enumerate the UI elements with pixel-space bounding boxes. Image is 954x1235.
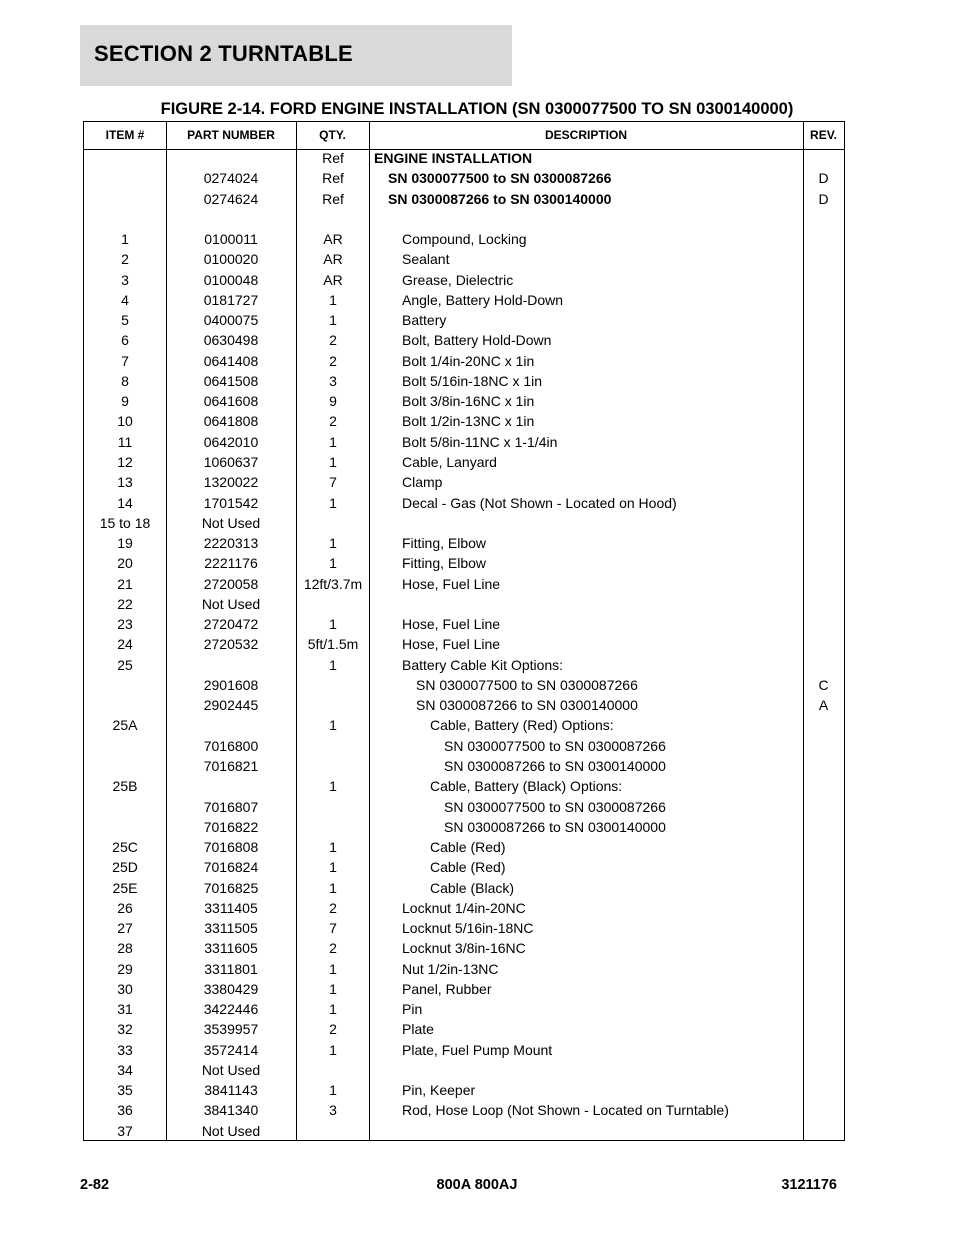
table-row <box>84 837 844 857</box>
description-cell: Locknut 1/4in-20NC <box>402 899 526 916</box>
description-cell: ENGINE INSTALLATION <box>374 150 533 166</box>
qty-cell: 1 <box>329 453 337 470</box>
description-cell: Hose, Fuel Line <box>402 575 501 592</box>
table-row <box>84 918 844 938</box>
table-row <box>84 594 844 614</box>
table-row <box>84 756 844 776</box>
parts-table <box>83 121 845 1141</box>
part-number-cell: 3311801 <box>204 960 258 977</box>
part-number-cell: Not Used <box>201 514 261 531</box>
item-cell: 4 <box>121 291 129 308</box>
description-cell: Hose, Fuel Line <box>402 636 501 653</box>
table-row <box>84 715 844 735</box>
description-cell: Bolt 5/16in-18NC x 1in <box>402 372 543 389</box>
item-cell: 25D <box>112 859 138 876</box>
part-number-cell: 3380429 <box>203 980 259 997</box>
part-number-cell: 3422446 <box>203 1001 259 1018</box>
qty-cell: Ref <box>322 190 344 207</box>
item-cell: 2 <box>121 251 129 268</box>
qty-cell: 1 <box>329 555 337 572</box>
description-cell: Decal - Gas (Not Shown - Located on Hood) <box>402 494 677 511</box>
part-number-cell: 7016824 <box>203 859 259 876</box>
description-cell: Compound, Locking <box>402 231 527 248</box>
table-row <box>84 330 844 350</box>
item-cell: 8 <box>121 372 129 389</box>
qty-cell: 1 <box>329 859 337 876</box>
part-number-cell: 3311605 <box>204 940 258 957</box>
section-header-band <box>80 25 512 86</box>
item-cell: 25C <box>112 839 138 856</box>
table-row <box>84 189 844 209</box>
table-row <box>84 351 844 371</box>
description-cell: SN 0300087266 to SN 0300140000 <box>444 818 666 835</box>
table-row <box>84 290 844 310</box>
item-cell: 23 <box>117 616 133 633</box>
description-cell: Hose, Fuel Line <box>402 616 501 633</box>
item-cell: 35 <box>117 1082 133 1099</box>
qty-cell: 2 <box>329 352 337 369</box>
header-part-number: PART NUMBER <box>187 128 275 142</box>
part-number-cell: 2720472 <box>203 616 259 633</box>
table-row <box>84 817 844 837</box>
item-cell: 1 <box>121 231 129 248</box>
part-number-cell: 2220313 <box>203 535 259 552</box>
footer-page-number: 2-82 <box>80 1177 110 1193</box>
description-cell: Cable (Red) <box>430 859 506 876</box>
qty-cell: 3 <box>329 1102 337 1119</box>
qty-cell: 2 <box>329 899 337 916</box>
description-cell: Fitting, Elbow <box>402 535 487 552</box>
table-row <box>84 493 844 513</box>
table-row <box>84 452 844 472</box>
table-row <box>84 1121 844 1141</box>
qty-cell: 12ft/3.7m <box>303 575 363 592</box>
qty-cell: 1 <box>329 616 337 633</box>
part-number-cell: 7016808 <box>203 839 259 856</box>
part-number-cell: 7016825 <box>203 879 259 896</box>
item-cell: 27 <box>117 920 133 937</box>
description-cell: SN 0300077500 to SN 0300087266 <box>416 676 638 693</box>
item-cell: 10 <box>117 413 133 430</box>
table-row <box>84 878 844 898</box>
rev-cell: C <box>818 676 829 693</box>
description-cell: Bolt 1/2in-13NC x 1in <box>402 413 535 430</box>
part-number-cell: 7016822 <box>203 818 259 835</box>
part-number-cell: 0641508 <box>203 372 259 389</box>
table-row <box>84 776 844 796</box>
item-cell: 25B <box>112 778 138 795</box>
description-cell: Bolt 5/8in-11NC x 1-1/4in <box>402 433 558 450</box>
description-cell: SN 0300087266 to SN 0300140000 <box>416 697 638 714</box>
description-cell: Bolt 3/8in-16NC x 1in <box>402 393 535 410</box>
description-cell: Battery <box>402 312 447 329</box>
qty-cell: 1 <box>329 839 337 856</box>
item-cell: 29 <box>117 960 133 977</box>
part-number-cell: 7016821 <box>203 757 259 774</box>
qty-cell: 1 <box>329 291 337 308</box>
part-number-cell: 0641608 <box>203 393 259 410</box>
description-cell: Nut 1/2in-13NC <box>402 960 499 977</box>
qty-cell: 2 <box>329 413 337 430</box>
description-cell: SN 0300077500 to SN 0300087266 <box>444 737 666 754</box>
table-row <box>84 391 844 411</box>
table-row <box>84 655 844 675</box>
table-row <box>84 675 844 695</box>
description-cell: Battery Cable Kit Options: <box>402 656 564 673</box>
part-number-cell: 3841340 <box>203 1102 259 1119</box>
description-cell: Cable (Red) <box>430 839 506 856</box>
qty-cell: 3 <box>329 372 337 389</box>
item-cell: 24 <box>117 636 133 653</box>
qty-cell: 7 <box>329 474 337 491</box>
part-number-cell: 0641408 <box>203 352 259 369</box>
description-cell: Locknut 3/8in-16NC <box>402 940 526 957</box>
table-row <box>84 533 844 553</box>
part-number-cell: 2221176 <box>204 555 258 572</box>
item-cell: 7 <box>121 352 129 369</box>
qty-cell: 1 <box>329 433 337 450</box>
description-cell: SN 0300077500 to SN 0300087266 <box>388 170 612 187</box>
description-cell: Fitting, Elbow <box>402 555 487 572</box>
description-cell: Cable, Battery (Red) Options: <box>430 717 614 734</box>
description-cell: Locknut 5/16in-18NC <box>402 920 534 937</box>
item-cell: 34 <box>117 1061 133 1078</box>
rev-cell: D <box>818 170 829 187</box>
part-number-cell: 3841143 <box>204 1082 258 1099</box>
header-description: DESCRIPTION <box>544 128 627 142</box>
rev-cell: D <box>818 190 829 207</box>
part-number-cell: 3311405 <box>204 899 258 916</box>
description-cell: Rod, Hose Loop (Not Shown - Located on Turntable) <box>402 1102 729 1119</box>
qty-cell: 1 <box>329 778 337 795</box>
footer-doc-number: 3121176 <box>781 1177 837 1193</box>
table-row <box>84 553 844 573</box>
qty-cell: 2 <box>329 1021 337 1038</box>
table-row <box>84 695 844 715</box>
description-cell: Plate, Fuel Pump Mount <box>402 1041 553 1058</box>
part-number-cell: 3572414 <box>203 1041 259 1058</box>
table-row <box>84 168 844 188</box>
table-row <box>84 938 844 958</box>
description-cell: Cable, Lanyard <box>402 453 497 470</box>
qty-cell: 7 <box>329 920 337 937</box>
qty-cell: 5ft/1.5m <box>307 636 359 653</box>
part-number-cell: 0100011 <box>204 231 258 248</box>
table-row <box>84 270 844 290</box>
part-number-cell: 3311505 <box>204 920 258 937</box>
description-cell: SN 0300087266 to SN 0300140000 <box>388 190 612 207</box>
part-number-cell: 0642010 <box>203 433 259 450</box>
item-cell: 15 to 18 <box>99 514 151 531</box>
header-qty: QTY. <box>319 128 346 142</box>
table-row <box>84 1080 844 1100</box>
table-row <box>84 411 844 431</box>
description-cell: Panel, Rubber <box>402 980 492 997</box>
table-row <box>84 574 844 594</box>
qty-cell: AR <box>323 271 343 288</box>
part-number-cell: 0274624 <box>203 190 259 207</box>
table-row <box>84 898 844 918</box>
item-cell: 22 <box>117 595 133 612</box>
part-number-cell: 2902445 <box>203 697 259 714</box>
description-cell: Pin, Keeper <box>402 1082 476 1099</box>
description-cell: Bolt, Battery Hold-Down <box>402 332 552 349</box>
qty-cell: 1 <box>329 535 337 552</box>
table-row <box>84 959 844 979</box>
item-cell: 9 <box>121 393 129 410</box>
item-cell: 5 <box>121 312 129 329</box>
header-item: ITEM # <box>105 128 145 142</box>
table-row <box>84 1100 844 1120</box>
table-row <box>84 979 844 999</box>
part-number-cell: 0400075 <box>203 312 259 329</box>
part-number-cell: 1320022 <box>203 474 259 491</box>
part-number-cell: 7016807 <box>203 798 259 815</box>
description-cell: Grease, Dielectric <box>402 271 514 288</box>
qty-cell: 1 <box>329 1082 337 1099</box>
qty-cell: 2 <box>329 940 337 957</box>
item-cell: 19 <box>117 535 133 552</box>
qty-cell: Ref <box>322 150 344 166</box>
item-cell: 37 <box>117 1122 133 1139</box>
qty-cell: 1 <box>329 717 337 734</box>
rev-cell: A <box>818 697 829 714</box>
qty-cell: AR <box>323 231 343 248</box>
part-number-cell: Not Used <box>201 1061 261 1078</box>
item-cell: 26 <box>117 899 133 916</box>
description-cell: Cable, Battery (Black) Options: <box>430 778 623 795</box>
description-cell: Clamp <box>402 474 443 491</box>
part-number-cell: 0630498 <box>203 332 259 349</box>
item-cell: 11 <box>117 433 133 450</box>
part-number-cell: 0181727 <box>203 291 259 308</box>
table-body <box>84 148 844 1141</box>
table-row <box>84 148 844 168</box>
description-cell: Sealant <box>402 251 450 268</box>
qty-cell: 1 <box>329 656 337 673</box>
figure-title: FIGURE 2-14. FORD ENGINE INSTALLATION (SN 0300077500 TO SN 0300140000) <box>160 100 794 118</box>
table-row <box>84 797 844 817</box>
footer-model: 800A 800AJ <box>436 1177 518 1193</box>
qty-cell: 1 <box>329 1041 337 1058</box>
description-cell: Bolt 1/4in-20NC x 1in <box>402 352 535 369</box>
qty-cell: AR <box>323 251 343 268</box>
qty-cell: 9 <box>329 393 337 410</box>
table-row <box>84 634 844 654</box>
table-row <box>84 249 844 269</box>
table-row <box>84 736 844 756</box>
item-cell: 25E <box>112 879 138 896</box>
description-cell: Cable (Black) <box>430 879 515 896</box>
item-cell: 3 <box>121 271 129 288</box>
part-number-cell: 3539957 <box>203 1021 259 1038</box>
table-row <box>84 229 844 249</box>
part-number-cell: 2720058 <box>203 575 259 592</box>
table-row <box>84 371 844 391</box>
description-cell: Pin <box>402 1001 423 1018</box>
qty-cell: 1 <box>329 960 337 977</box>
table-row <box>84 614 844 634</box>
qty-cell: Ref <box>322 170 344 187</box>
item-cell: 6 <box>121 332 129 349</box>
part-number-cell: 0100048 <box>203 271 259 288</box>
item-cell: 30 <box>117 980 133 997</box>
description-cell: SN 0300087266 to SN 0300140000 <box>444 757 666 774</box>
item-cell: 13 <box>117 474 133 491</box>
part-number-cell: 0100020 <box>203 251 259 268</box>
table-row <box>84 1040 844 1060</box>
part-number-cell: Not Used <box>201 1122 261 1139</box>
part-number-cell: Not Used <box>201 595 261 612</box>
description-cell: SN 0300077500 to SN 0300087266 <box>444 798 666 815</box>
table-row <box>84 310 844 330</box>
item-cell: 20 <box>117 555 133 572</box>
description-cell: Plate <box>402 1021 434 1038</box>
item-cell: 14 <box>117 494 133 511</box>
table-row <box>84 999 844 1019</box>
part-number-cell: 0641808 <box>203 413 259 430</box>
item-cell: 31 <box>117 1001 133 1018</box>
qty-cell: 2 <box>329 332 337 349</box>
item-cell: 36 <box>117 1102 133 1119</box>
table-row <box>84 513 844 533</box>
qty-cell: 1 <box>329 312 337 329</box>
header-rev: REV. <box>810 128 837 142</box>
table-row <box>84 1060 844 1080</box>
part-number-cell: 2720532 <box>203 636 259 653</box>
part-number-cell: 7016800 <box>203 737 259 754</box>
part-number-cell: 0274024 <box>203 170 259 187</box>
item-cell: 21 <box>117 575 133 592</box>
item-cell: 33 <box>117 1041 133 1058</box>
item-cell: 25A <box>112 717 138 734</box>
table-row <box>84 472 844 492</box>
qty-cell: 1 <box>329 494 337 511</box>
part-number-cell: 1060637 <box>203 453 259 470</box>
section-title: SECTION 2 TURNTABLE <box>94 41 353 66</box>
item-cell: 12 <box>117 453 133 470</box>
part-number-cell: 1701542 <box>203 494 259 511</box>
item-cell: 32 <box>117 1021 133 1038</box>
table-row <box>84 209 844 229</box>
part-number-cell: 2901608 <box>203 676 259 693</box>
description-cell: Angle, Battery Hold-Down <box>402 291 564 308</box>
table-row <box>84 857 844 877</box>
table-row <box>84 432 844 452</box>
item-cell: 25 <box>117 656 133 673</box>
qty-cell: 1 <box>329 1001 337 1018</box>
qty-cell: 1 <box>329 879 337 896</box>
qty-cell: 1 <box>329 980 337 997</box>
table-row <box>84 1019 844 1039</box>
item-cell: 28 <box>117 940 133 957</box>
